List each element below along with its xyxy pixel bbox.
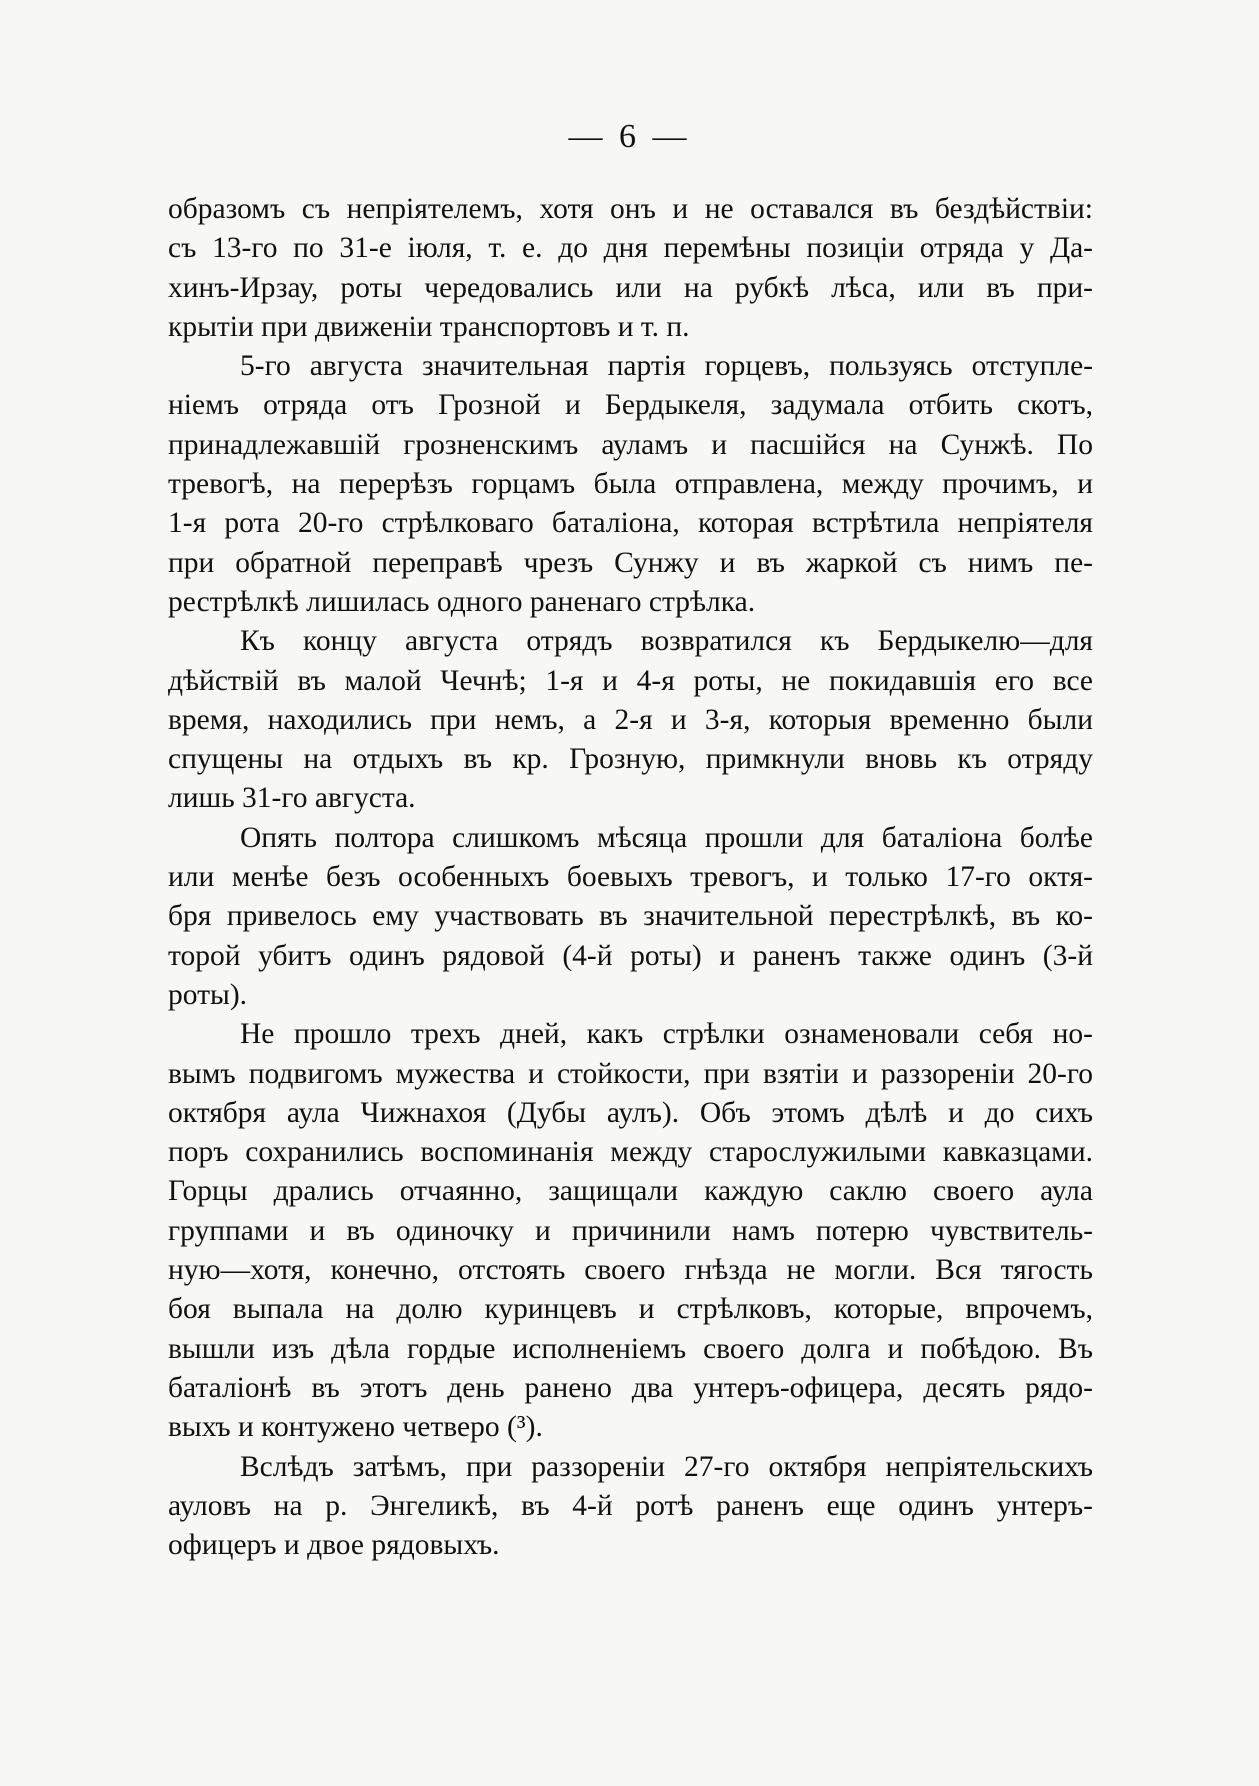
text-line: Къ концу августа отрядъ возвратился къ Бердыкелю—для <box>240 625 1093 658</box>
text-line: рестрѣлкѣ лишилась одного раненаго стрѣлка. <box>168 585 756 618</box>
text-line: тревогѣ, на перерѣзъ горцамъ была отправлена, между прочимъ, и <box>168 468 1093 501</box>
paragraph-2 <box>168 347 1093 622</box>
text-line: октября аула Чижнахоя (Дубы аулъ). Объ этомъ дѣлѣ и до сихъ <box>168 1096 1093 1129</box>
paragraph-3 <box>168 622 1093 818</box>
text-line: спущены на отдыхъ въ кр. Грозную, примкнули вновь къ отряду <box>168 743 1093 776</box>
text-line: ную—хотя, конечно, отстоять своего гнѣзда не могли. Вся тягость <box>168 1254 1093 1287</box>
text-line: торой убитъ одинъ рядовой (4-й роты) и раненъ также одинъ (3-й <box>168 939 1093 972</box>
paragraph-1 <box>168 190 1093 347</box>
paragraph-5 <box>168 1015 1093 1447</box>
text-line: боя выпала на долю куринцевъ и стрѣлковъ, которые, впрочемъ, <box>168 1293 1093 1326</box>
text-line: офицеръ и двое рядовыхъ. <box>168 1529 500 1562</box>
text-line: 1-я рота 20-го стрѣлковаго баталіона, которая встрѣтила непріятеля <box>168 507 1093 540</box>
text-line: ніемъ отряда отъ Грозной и Бердыкеля, задумала отбить скотъ, <box>168 389 1093 422</box>
text-line: Горцы дрались отчаянно, защищали каждую саклю своего аула <box>168 1175 1093 1208</box>
text-line: дѣйствій въ малой Чечнѣ; 1-я и 4-я роты, не покидавшія его все <box>168 664 1093 697</box>
text-line: образомъ съ непріятелемъ, хотя онъ и не оставался въ бездѣйствіи: <box>168 193 1093 225</box>
text-line: выхъ и контужено четверо (³). <box>168 1411 543 1444</box>
page-number: — 6 — <box>568 118 691 155</box>
text-line: роты). <box>168 978 248 1011</box>
text-line: вымъ подвигомъ мужества и стойкости, при взятіи и раззореніи 20-го <box>168 1057 1093 1090</box>
text-line: принадлежавшій грозненскимъ ауламъ и пасшійся на Сунжѣ. По <box>168 428 1093 461</box>
text-line: съ 13-го по 31-е іюля, т. е. до дня перемѣны позиціи отряда у Да- <box>168 232 1093 265</box>
text-line: группами и въ одиночку и причинили намъ потерю чувствитель- <box>168 1214 1093 1247</box>
text-line: Опять полтора слишкомъ мѣсяца прошли для баталіона болѣе <box>240 821 1093 854</box>
text-line: крытіи при движеніи транспортовъ и т. п. <box>168 310 690 343</box>
text-line: 5-го августа значительная партія горцевъ, пользуясь отступле- <box>240 350 1093 383</box>
text-line: поръ сохранились воспоминанія между старослужилыми кавказцами. <box>168 1136 1093 1169</box>
text-line: Вслѣдъ затѣмъ, при раззореніи 27-го октября непріятельскихъ <box>240 1450 1093 1483</box>
text-line: хинъ-Ирзау, роты чередовались или на рубкѣ лѣса, или въ при- <box>168 271 1093 304</box>
text-line: ауловъ на р. Энгеликѣ, въ 4-й ротѣ раненъ еще одинъ унтеръ- <box>168 1489 1093 1522</box>
text-line: или менѣе безъ особенныхъ боевыхъ тревогъ, и только 17-го октя- <box>168 861 1093 894</box>
text-line: бря привелось ему участвовать въ значительной перестрѣлкѣ, въ ко- <box>168 900 1093 933</box>
paragraph-6 <box>168 1448 1093 1566</box>
paragraph-4 <box>168 819 1093 1015</box>
text-line: баталіонѣ въ этотъ день ранено два унтеръ-офицера, десять рядо- <box>168 1371 1093 1404</box>
text-line: время, находились при немъ, а 2-я и 3-я, которыя временно были <box>168 703 1093 736</box>
text-line: вышли изъ дѣла гордые исполненіемъ своего долга и побѣдою. Въ <box>168 1332 1093 1365</box>
text-line: лишь 31-го августа. <box>168 782 416 815</box>
body-text <box>168 190 1093 1565</box>
text-line: при обратной переправѣ чрезъ Сунжу и въ жаркой съ нимъ пе- <box>168 546 1093 579</box>
text-line: Не прошло трехъ дней, какъ стрѣлки ознаменовали себя но- <box>240 1018 1093 1051</box>
